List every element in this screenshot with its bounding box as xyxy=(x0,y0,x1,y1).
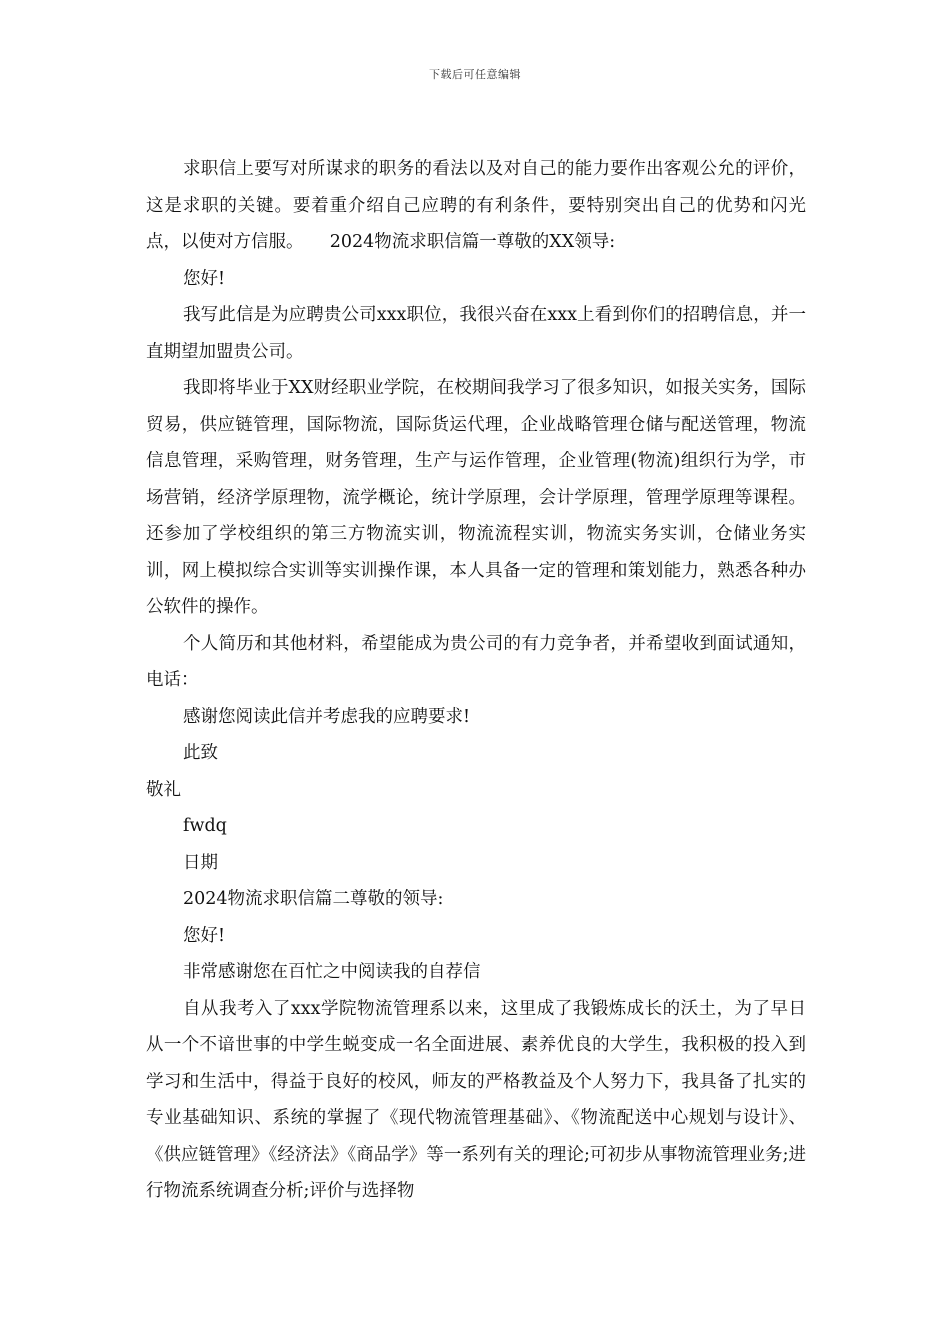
header-note: 下载后可任意编辑 xyxy=(429,68,521,81)
body-paragraph: 我写此信是为应聘贵公司xxx职位，我很兴奋在xxx上看到你们的招聘信息，并一直期望加盟贵公司。 xyxy=(146,305,806,362)
intro-paragraph: 求职信上要写对所谋求的职务的看法以及对自己的能力要作出客观公允的评价，这是求职的关键。要着重介绍自己应聘的有利条件，要特别突出自己的优势和闪光点，以使对方信服。 2024物流求职信篇一尊敬的XX领导: xyxy=(146,159,806,252)
body-paragraph: 个人简历和其他材料，希望能成为贵公司的有力竞争者，并希望收到面试通知，电话： xyxy=(146,633,806,690)
thanks-line: 感谢您阅读此信并考虑我的应聘要求! xyxy=(183,706,471,727)
signature-line: fwdq xyxy=(183,816,227,836)
document-body xyxy=(146,151,806,1210)
greeting-line: 您好! xyxy=(183,925,226,946)
body-paragraph: 我即将毕业于XX财经职业学院，在校期间我学习了很多知识，如报关实务，国际贸易，供应链管理，国际物流，国际货运代理，企业战略管理仓储与配送管理，物流信息管理，采购管理，财务管理，生产与运作管理，企业管理(物流)组织行为学，市场营销，经济学原理物，流学概论，统计学原理，会计学原理，管理学原理等课程。还参加了学校组织的第三方物流实训，物流流程实训，物流实务实训，仓储业务实训，网上模拟综合实训等实训操作课，本人具备一定的管理和策划能力，熟悉各种办公软件的操作。 xyxy=(146,378,806,617)
body-paragraph: 自从我考入了xxx学院物流管理系以来，这里成了我锻炼成长的沃土，为了早日从一个不谙世事的中学生蜕变成一名全面进展、素养优良的大学生，我积极的投入到学习和生活中，得益于良好的校风，师友的严格教益及个人努力下，我具备了扎实的专业基础知识、系统的掌握了《现代物流管理基础》、《物流配送中心规划与设计》、《供应链管理》《经济法》《商品学》等一系列有关的理论;可初步从事物流管理业务;进行物流系统调查分析;评价与选择物 xyxy=(146,998,806,1201)
body-line: 非常感谢您在百忙之中阅读我的自荐信 xyxy=(183,962,481,982)
salutation-line: 敬礼 xyxy=(146,779,181,800)
section-heading: 2024物流求职信篇二尊敬的领导: xyxy=(183,889,444,909)
date-line: 日期 xyxy=(183,852,218,873)
greeting-line: 您好! xyxy=(183,268,226,289)
closing-line: 此致 xyxy=(183,743,218,763)
